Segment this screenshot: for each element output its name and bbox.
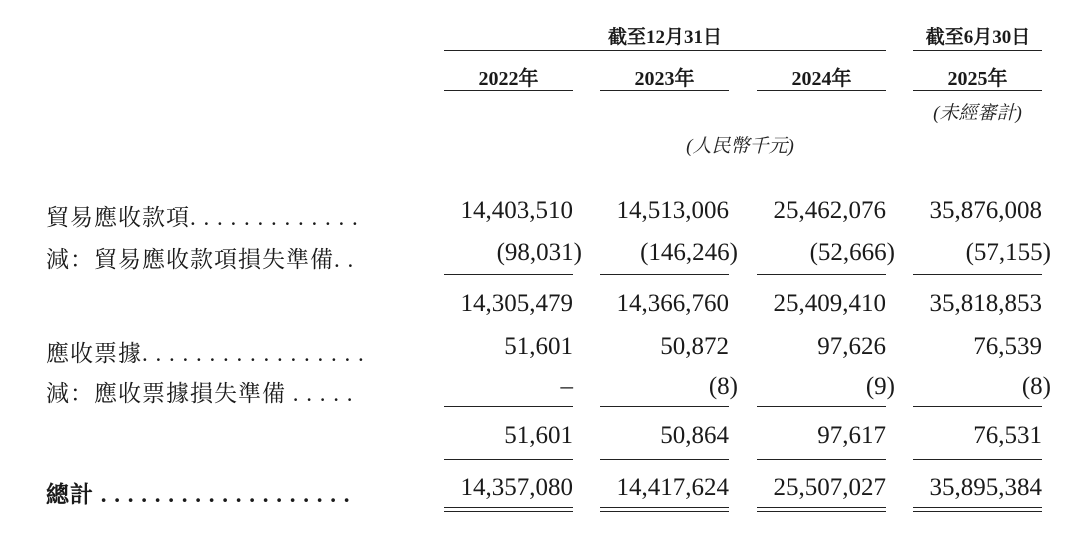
row-label-bills-allowance: 減：應收票據損失準備 . . . . . bbox=[46, 381, 354, 406]
cell-trade-subtotal-2025: 35,818,853 bbox=[929, 290, 1042, 317]
total-rule-2024 bbox=[757, 459, 886, 460]
cell-bills-receivable-2023: 50,872 bbox=[660, 333, 729, 360]
cell-trade-subtotal-2022: 14,305,479 bbox=[460, 290, 573, 317]
cell-trade-allowance-2024: (52,666) bbox=[809, 239, 895, 266]
period-header-dec31: 截至12月31日 bbox=[607, 27, 722, 48]
cell-bills-allowance-2024: (9) bbox=[865, 373, 895, 400]
subtotal-rule-2-2022 bbox=[444, 406, 573, 407]
cell-bills-allowance-2022: – bbox=[560, 373, 573, 400]
cell-trade-allowance-2023: (146,246) bbox=[640, 239, 738, 266]
cell-bills-allowance-2023: (8) bbox=[708, 373, 738, 400]
period-header-jun30: 截至6月30日 bbox=[925, 27, 1031, 48]
year-header-2023: 2023年 bbox=[634, 68, 695, 90]
header-rule-dec31 bbox=[444, 50, 886, 51]
subtotal-rule-2-2025 bbox=[913, 406, 1042, 407]
year-header-2025: 2025年 bbox=[947, 68, 1008, 90]
row-label-total: 總計 . . . . . . . . . . . . . . . . . . . bbox=[46, 482, 351, 507]
cell-bills-receivable-2025: 76,539 bbox=[973, 333, 1042, 360]
year-header-2022: 2022年 bbox=[478, 68, 539, 90]
cell-bills-subtotal-2022: 51,601 bbox=[504, 422, 573, 449]
row-label-trade-allowance: 減：貿易應收款項損失準備. . bbox=[46, 247, 355, 272]
unaudited-note: (未經審計) bbox=[933, 103, 1022, 124]
row-label-trade-receivables: 貿易應收款項. . . . . . . . . . . . . bbox=[46, 205, 359, 230]
year-rule-2025 bbox=[913, 90, 1042, 91]
cell-trade-receivables-2022: 14,403,510 bbox=[460, 197, 573, 224]
year-rule-2022 bbox=[444, 90, 573, 91]
double-rule-2023 bbox=[600, 507, 729, 512]
total-rule-2025 bbox=[913, 459, 1042, 460]
double-rule-2022 bbox=[444, 507, 573, 512]
subtotal-rule-1-2024 bbox=[757, 274, 886, 275]
cell-total-2024: 25,507,027 bbox=[773, 474, 886, 501]
cell-trade-subtotal-2024: 25,409,410 bbox=[773, 290, 886, 317]
cell-bills-allowance-2025: (8) bbox=[1021, 373, 1051, 400]
cell-total-2025: 35,895,384 bbox=[929, 474, 1042, 501]
cell-bills-subtotal-2025: 76,531 bbox=[973, 422, 1042, 449]
cell-bills-receivable-2024: 97,626 bbox=[817, 333, 886, 360]
cell-trade-receivables-2024: 25,462,076 bbox=[773, 197, 886, 224]
year-rule-2024 bbox=[757, 90, 886, 91]
cell-bills-subtotal-2023: 50,864 bbox=[660, 422, 729, 449]
subtotal-rule-1-2025 bbox=[913, 274, 1042, 275]
row-label-bills-receivable: 應收票據. . . . . . . . . . . . . . . . . bbox=[46, 341, 365, 366]
cell-total-2023: 14,417,624 bbox=[616, 474, 729, 501]
cell-total-2022: 14,357,080 bbox=[460, 474, 573, 501]
cell-trade-allowance-2022: (98,031) bbox=[496, 239, 582, 266]
cell-trade-subtotal-2023: 14,366,760 bbox=[616, 290, 729, 317]
year-rule-2023 bbox=[600, 90, 729, 91]
unit-note: (人民幣千元) bbox=[686, 136, 794, 157]
double-rule-2025 bbox=[913, 507, 1042, 512]
cell-trade-receivables-2023: 14,513,006 bbox=[616, 197, 729, 224]
header-rule-jun30 bbox=[913, 50, 1042, 51]
subtotal-rule-2-2024 bbox=[757, 406, 886, 407]
subtotal-rule-2-2023 bbox=[600, 406, 729, 407]
total-rule-2022 bbox=[444, 459, 573, 460]
cell-trade-allowance-2025: (57,155) bbox=[965, 239, 1051, 266]
cell-trade-receivables-2025: 35,876,008 bbox=[929, 197, 1042, 224]
subtotal-rule-1-2023 bbox=[600, 274, 729, 275]
year-header-2024: 2024年 bbox=[791, 68, 852, 90]
cell-bills-subtotal-2024: 97,617 bbox=[817, 422, 886, 449]
subtotal-rule-1-2022 bbox=[444, 274, 573, 275]
total-rule-2023 bbox=[600, 459, 729, 460]
double-rule-2024 bbox=[757, 507, 886, 512]
cell-bills-receivable-2022: 51,601 bbox=[504, 333, 573, 360]
